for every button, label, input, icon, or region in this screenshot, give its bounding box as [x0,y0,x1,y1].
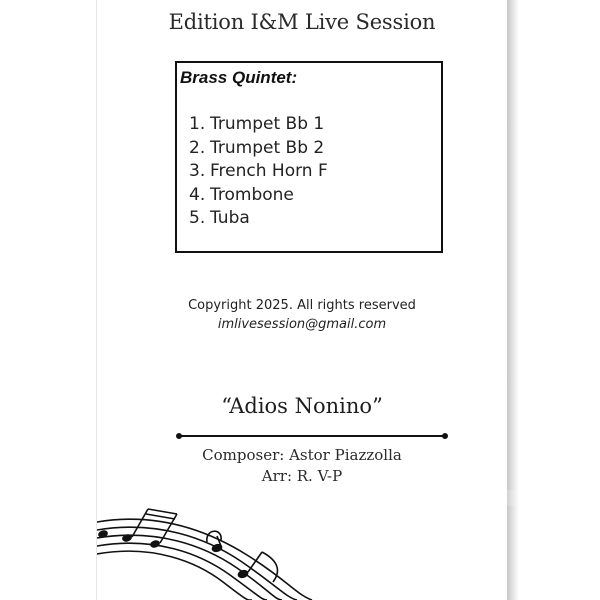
instrumentation-box [175,61,443,253]
list-item [189,184,328,208]
score-cover-page [96,0,507,600]
publisher-title: Edition I&M Live Session [168,10,436,34]
list-item [189,113,328,137]
contact-email: imlivesession@gmail.com [217,317,387,332]
list-item [189,160,328,184]
list-item-number: 4. [189,184,206,205]
list-item-number: 3. [189,161,206,181]
instrument-list [189,113,328,231]
instrument-name: Trumpet Bb 2 [210,137,325,158]
page-shadow-lower [505,490,519,506]
title-divider [179,435,445,437]
piece-title: “Adios Nonino” [221,394,383,418]
composer-credit: Composer: Astor Piazzolla [202,446,402,464]
list-item [189,207,328,231]
instrument-name: Trombone [210,184,294,205]
list-item-number: 1. [189,114,206,134]
page-shadow [505,0,519,600]
divider-end-dot [442,433,448,439]
arranger-credit: Arr: R. V-P [261,467,343,485]
instrument-name: Tuba [210,208,250,228]
ensemble-label: Brass Quintet: [180,68,298,87]
divider-end-dot [176,433,182,439]
list-item-number: 2. [189,137,206,158]
instrument-name: Trumpet Bb 1 [210,114,325,134]
list-item-number: 5. [189,208,206,228]
music-staff-icon [97,500,507,600]
copyright-notice: Copyright 2025. All rights reserved [188,298,416,313]
instrument-name: French Horn F [210,161,328,181]
list-item [189,137,328,161]
